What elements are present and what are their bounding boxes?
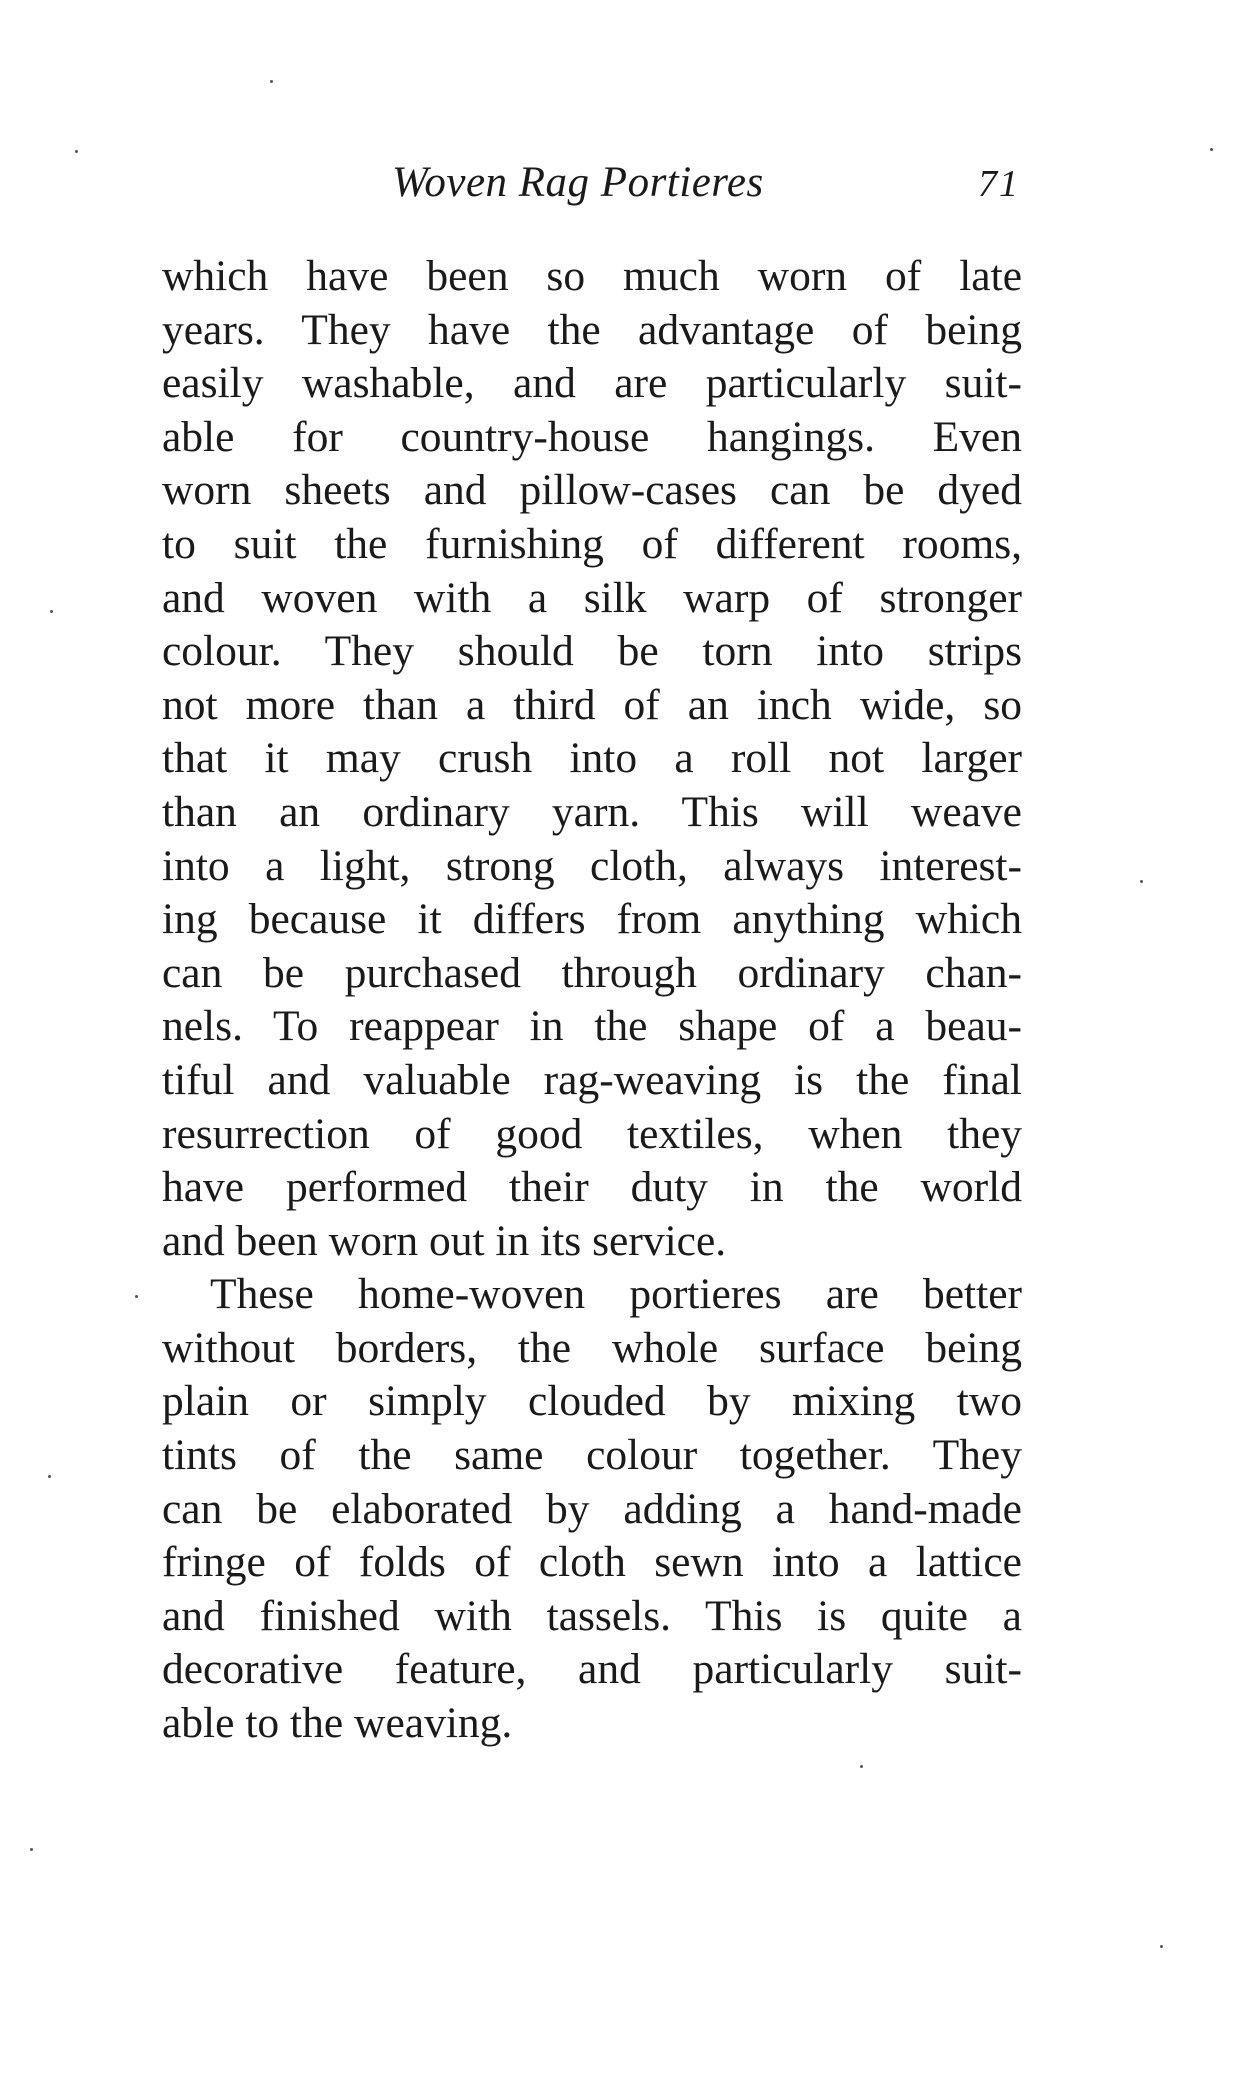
- text-line: can be elaborated by adding a hand-made: [162, 1484, 1022, 1533]
- text-line: which have been so much worn of late: [162, 252, 1022, 300]
- page-number: 71: [978, 163, 1020, 205]
- text-line: These home-woven portieres are better: [210, 1270, 1022, 1319]
- scan-speck: [1160, 1945, 1163, 1948]
- paragraph-1: [162, 250, 1022, 1268]
- text-line: to suit the furnishing of different rooms,: [162, 519, 1022, 568]
- scan-speck: [1140, 880, 1143, 883]
- text-line: resurrection of good textiles, when they: [162, 1109, 1022, 1158]
- body-text: [162, 250, 1022, 1751]
- text-line: able for country-house hangings. Even: [162, 412, 1022, 461]
- text-line: and finished with tassels. This is quite a: [162, 1591, 1022, 1640]
- text-line: can be purchased through ordinary chan-: [162, 948, 1022, 997]
- scan-speck: [270, 80, 273, 83]
- text-line: nels. To reappear in the shape of a beau-: [162, 1002, 1022, 1051]
- text-line: than an ordinary yarn. This will weave: [162, 787, 1022, 836]
- text-line: and woven with a silk warp of stronger: [162, 573, 1022, 622]
- scan-speck: [135, 1295, 138, 1298]
- paragraph-2: [162, 1268, 1022, 1750]
- text-line: into a light, strong cloth, always interest-: [162, 841, 1022, 890]
- text-line: able to the weaving.: [162, 1699, 513, 1748]
- scan-speck: [48, 1475, 51, 1478]
- text-line: years. They have the advantage of being: [162, 305, 1022, 354]
- text-line: not more than a third of an inch wide, so: [162, 680, 1022, 729]
- running-title: Woven Rag Portieres: [392, 159, 764, 206]
- text-line: worn sheets and pillow-cases can be dyed: [162, 466, 1022, 515]
- text-line: ing because it differs from anything which: [162, 895, 1022, 944]
- scan-speck: [1210, 148, 1213, 151]
- text-line: colour. They should be torn into strips: [162, 627, 1022, 676]
- scan-speck: [75, 150, 78, 153]
- text-line: have performed their duty in the world: [162, 1163, 1022, 1212]
- text-line: tints of the same colour together. They: [162, 1431, 1022, 1480]
- text-line: that it may crush into a roll not larger: [162, 734, 1022, 783]
- scan-speck: [30, 1848, 33, 1851]
- text-line: fringe of folds of cloth sewn into a lattice: [162, 1538, 1022, 1587]
- text-line: and been worn out in its service.: [162, 1216, 727, 1265]
- scan-speck: [860, 1765, 863, 1768]
- running-head: [0, 158, 1250, 218]
- text-line: decorative feature, and particularly suit-: [162, 1645, 1022, 1694]
- text-line: without borders, the whole surface being: [162, 1323, 1022, 1372]
- text-line: tiful and valuable rag-weaving is the final: [162, 1055, 1022, 1104]
- scan-speck: [50, 610, 53, 613]
- text-line: plain or simply clouded by mixing two: [162, 1377, 1022, 1426]
- text-line: easily washable, and are particularly suit-: [162, 359, 1022, 408]
